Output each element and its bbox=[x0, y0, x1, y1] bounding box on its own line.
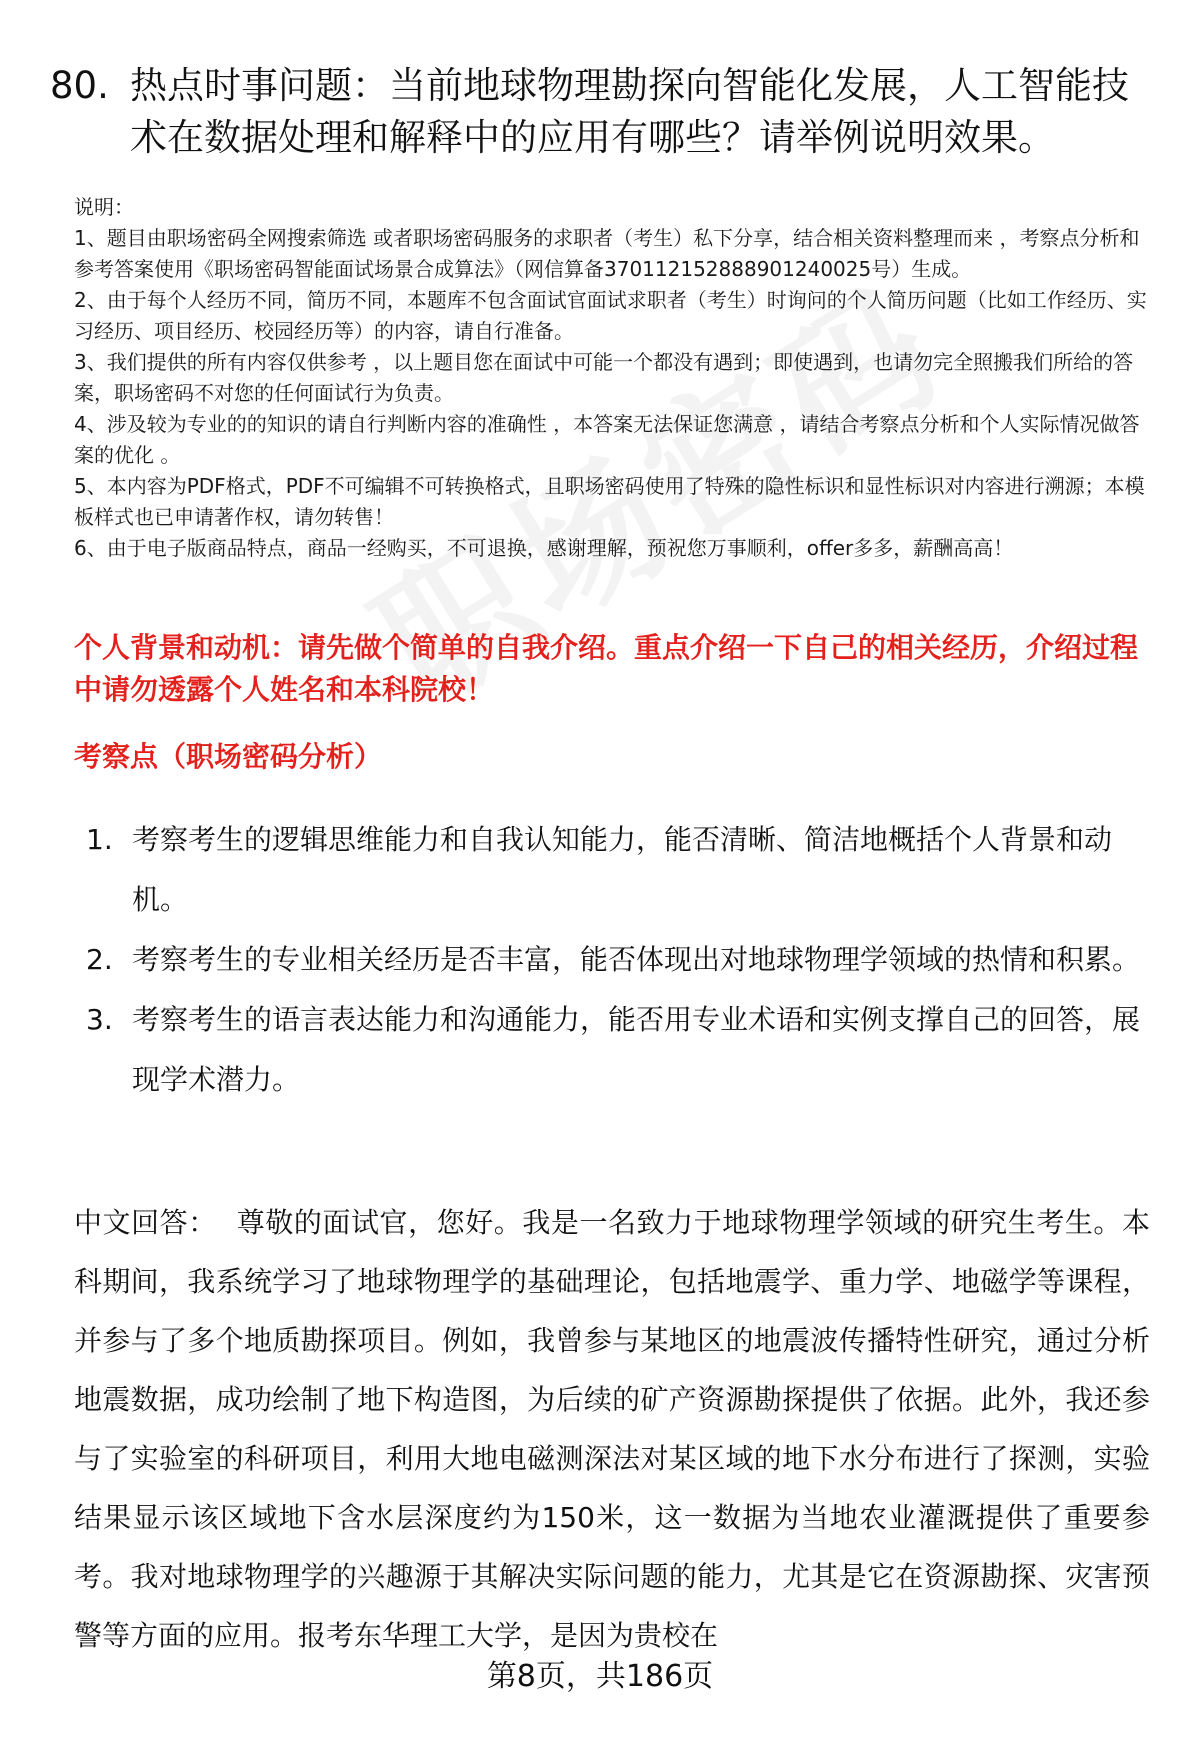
section-subtitle: 考察点（职场密码分析） bbox=[74, 740, 383, 773]
answer-block bbox=[74, 1193, 1150, 1665]
point-number: 2. bbox=[86, 943, 113, 976]
answer-text: 尊敬的面试官，您好。我是一名致力于地球物理学领域的研究生考生。本科期间，我系统学习了地球物理学的基础理论，包括地震学、重力学、地磁学等课程，并参与了多个地质勘探项目。例如，我曾参与某地区的地震波传播特性研究，通过分析地震数据，成功绘制了地下构造图，为后续的矿产资源勘探提供了依据。此外，我还参与了实验室的科研项目，利用大地电磁测深法对某区域的地下水分布进行了探测，实验结果显示该区域地下含水层深度约为150米，这一数据为当地农业灌溉提供了重要参考。我对地球物理学的兴趣源于其解决实际问题的能力，尤其是它在资源勘探、灾害预警等方面的应用。报考东华理工大学，是因为贵校在 bbox=[74, 1206, 1150, 1652]
section-title: 个人背景和动机：请先做个简单的自我介绍。重点介绍一下自己的相关经历，介绍过程中请勿透露个人姓名和本科院校！ bbox=[74, 631, 1139, 706]
note-item: 1、题目由职场密码全网搜索筛选 或者职场密码服务的求职者（考生）私下分享，结合相关资料整理而来 ，考察点分析和参考答案使用《职场密码智能面试场景合成算法》（网信算备370112152888901240025号）生成。 bbox=[74, 226, 1140, 281]
point-text: 考察考生的专业相关经历是否丰富，能否体现出对地球物理学领域的热情和积累。 bbox=[132, 943, 1141, 976]
question-text: 热点时事问题：当前地球物理勘探向智能化发展，人工智能技术在数据处理和解释中的应用有哪些？请举例说明效果。 bbox=[130, 64, 1129, 159]
assessment-points bbox=[74, 810, 1144, 1110]
assessment-point bbox=[74, 930, 1144, 990]
assessment-point bbox=[74, 990, 1144, 1110]
answer-label: 中文回答： bbox=[74, 1206, 217, 1239]
note-item: 3、我们提供的所有内容仅供参考 ，以上题目您在面试中可能一个都没有遇到；即使遇到，也请勿完全照搬我们所给的答案，职场密码不对您的任何面试行为负责。 bbox=[74, 350, 1134, 405]
note-item: 4、涉及较为专业的的知识的请自行判断内容的准确性 ，本答案无法保证您满意 ，请结合考察点分析和个人实际情况做答案的优化 。 bbox=[74, 412, 1140, 467]
point-number: 1. bbox=[86, 823, 113, 856]
note-item: 6、由于电子版商品特点，商品一经购买，不可退换，感谢理解，预祝您万事顺利，offer多多，薪酬高高！ bbox=[74, 536, 1014, 560]
note-item: 2、由于每个人经历不同，简历不同，本题库不包含面试官面试求职者（考生）时询问的个人简历问题（比如工作经历、实习经历、项目经历、校园经历等）的内容，请自行准备。 bbox=[74, 288, 1147, 343]
note-item: 5、本内容为PDF格式，PDF不可编辑不可转换格式，且职场密码使用了特殊的隐性标识和显性标识对内容进行溯源；本模板样式也已申请著作权，请勿转售！ bbox=[74, 474, 1145, 529]
notes-block bbox=[74, 192, 1159, 564]
notes-heading: 说明： bbox=[74, 195, 134, 219]
question-number: 80. bbox=[50, 64, 109, 107]
page-footer: 第8页，共186页 bbox=[486, 1659, 714, 1694]
point-text: 考察考生的语言表达能力和沟通能力，能否用专业术语和实例支撑自己的回答，展现学术潜力。 bbox=[132, 1003, 1141, 1096]
assessment-point bbox=[74, 810, 1144, 930]
point-text: 考察考生的逻辑思维能力和自我认知能力，能否清晰、简洁地概括个人背景和动机。 bbox=[132, 823, 1113, 916]
point-number: 3. bbox=[86, 1003, 113, 1036]
question-title bbox=[50, 60, 1160, 164]
